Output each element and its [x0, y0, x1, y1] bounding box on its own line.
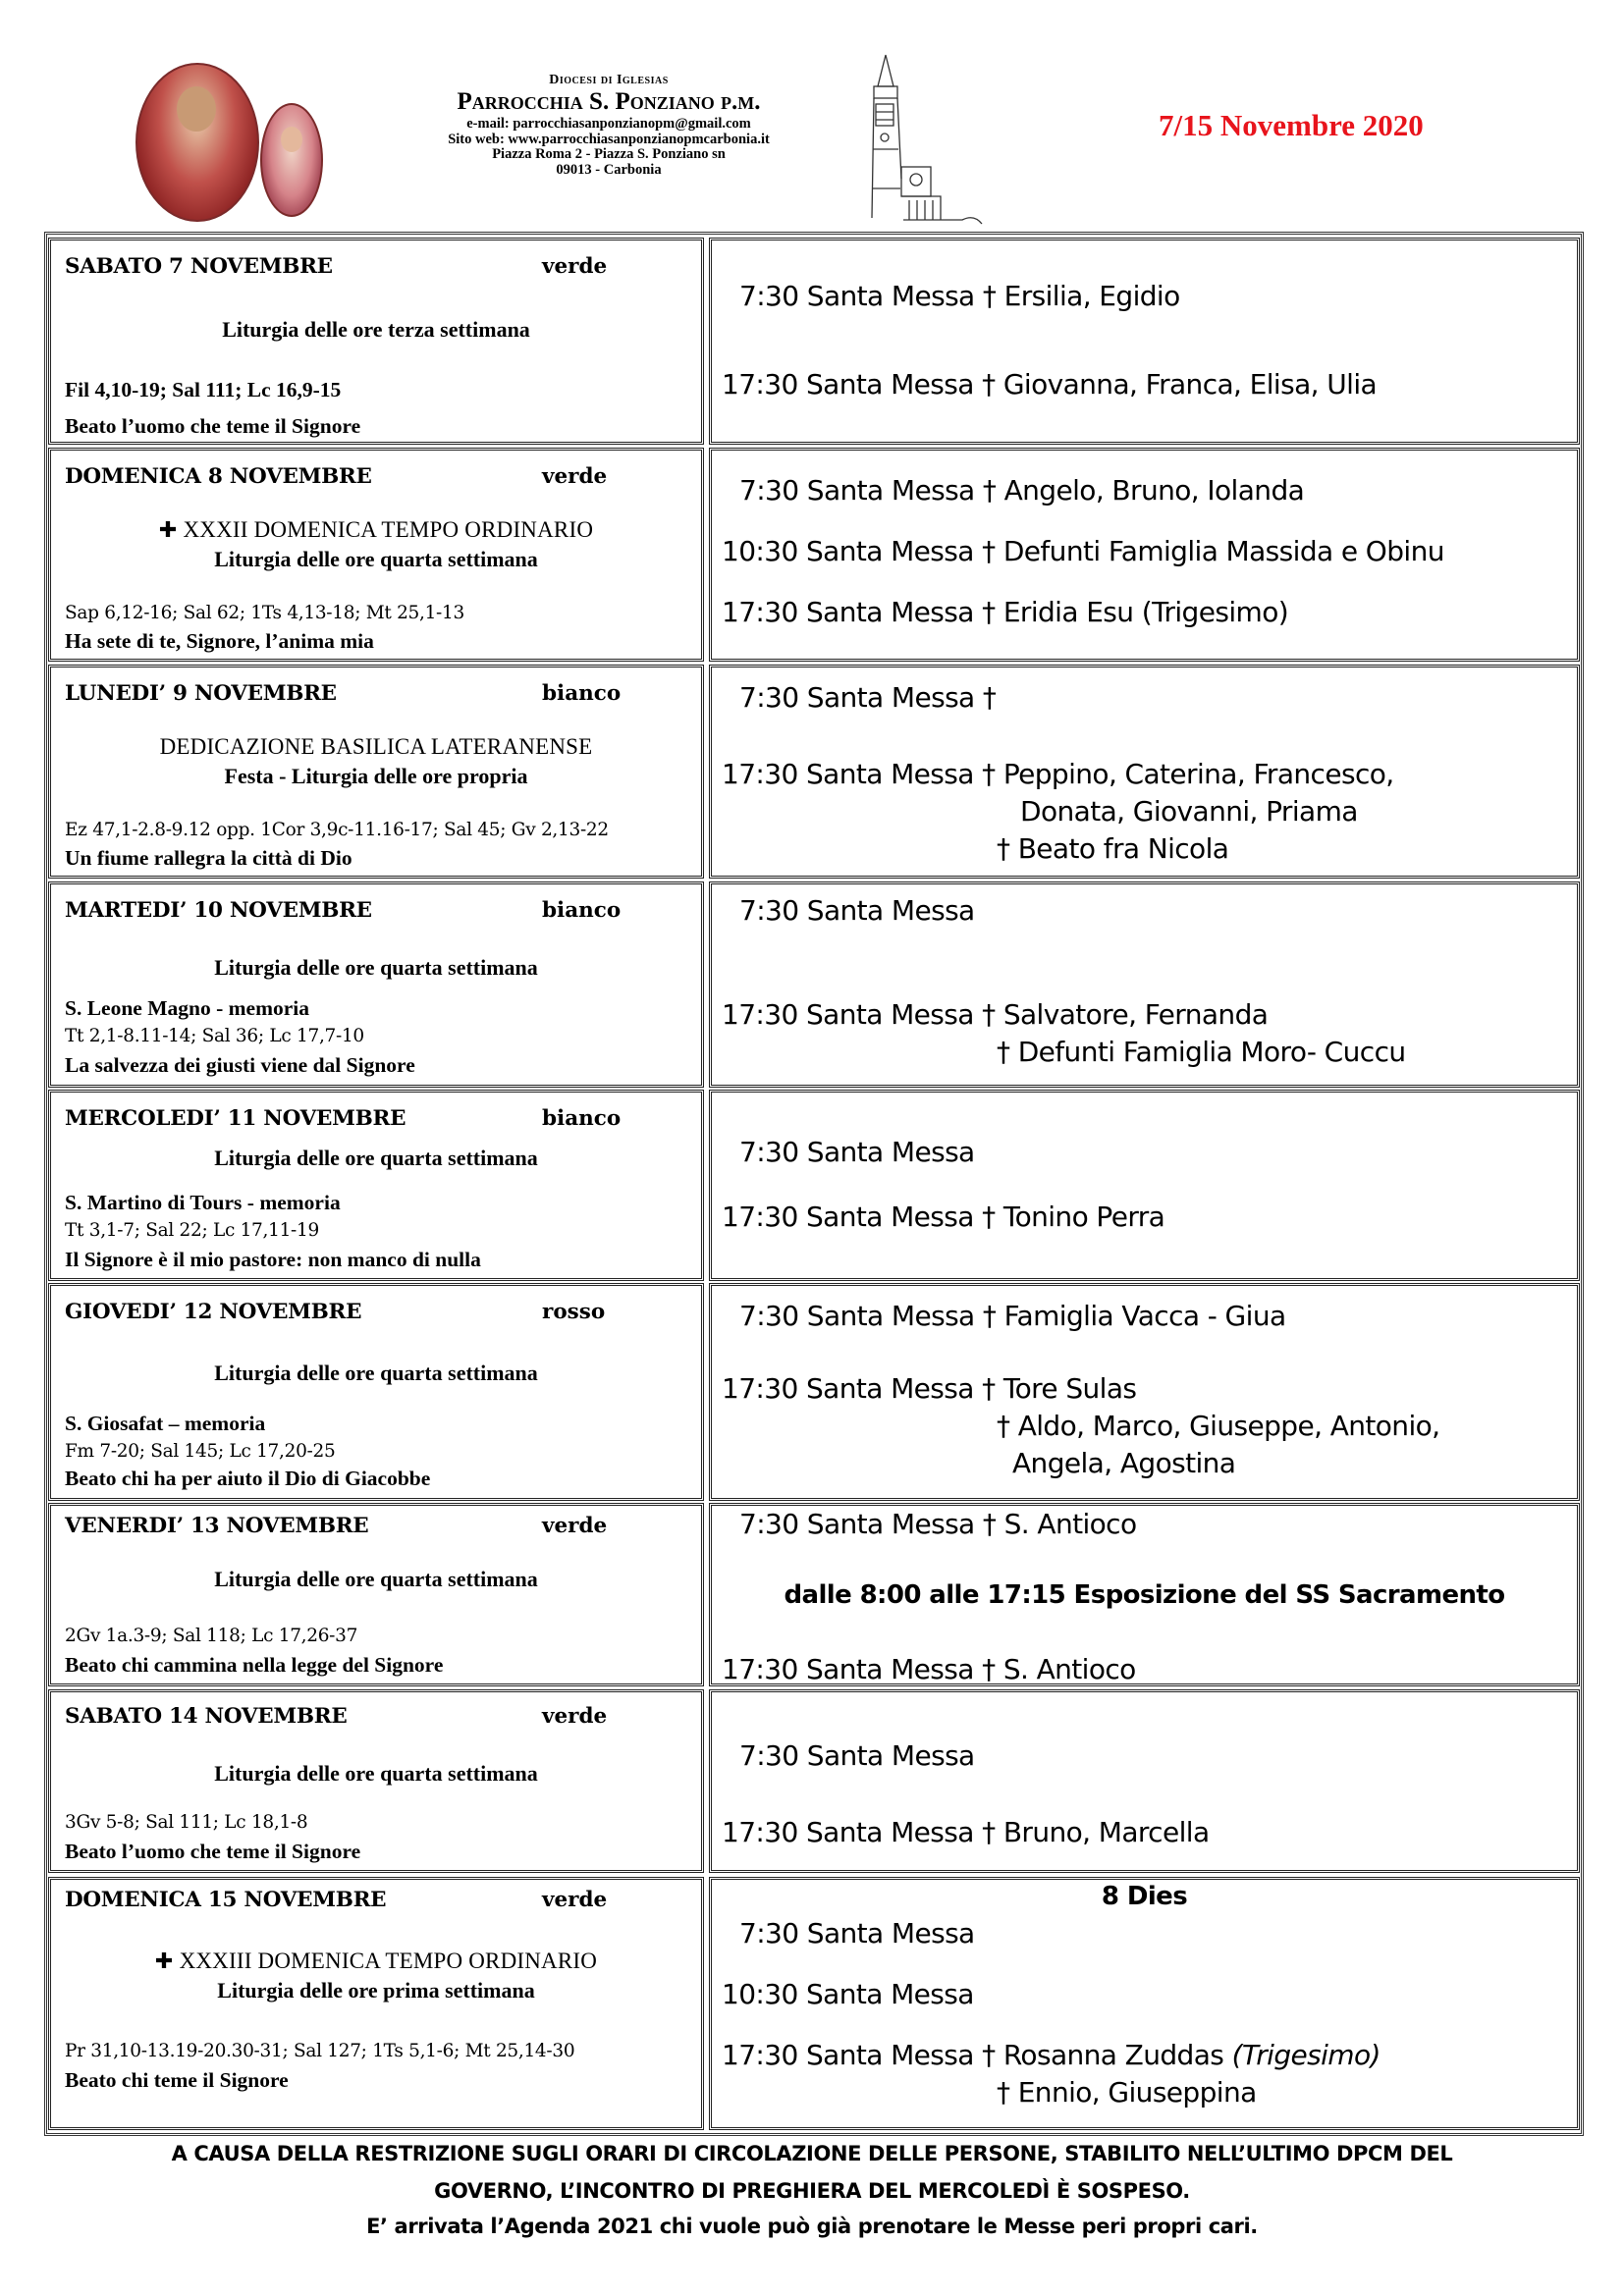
- page-header: [0, 0, 1624, 236]
- liturgy-hours: Liturgia delle ore terza settimana: [222, 317, 530, 342]
- readings: Ez 47,1-2.8-9.12 opp. 1Cor 3,9c-11.16-17; Sal 45; Gv 2,13-22: [65, 820, 609, 840]
- masses-cell: [709, 238, 1580, 445]
- day-heading: SABATO 14 NOVEMBRE: [65, 1704, 348, 1729]
- parish-email: e-mail: parrocchiasanponzianopm@gmail.com: [466, 116, 751, 133]
- liturgical-color: verde: [542, 1514, 608, 1538]
- mass-entry-continued: Angela, Agostina: [1012, 1447, 1236, 1479]
- masses-cell: [709, 1283, 1580, 1501]
- mass-entry: 17:30 Santa Messa † Giovanna, Franca, Elisa, Ulia: [722, 368, 1378, 400]
- adoration-notice: dalle 8:00 alle 17:15 Esposizione del SS Sacramento: [784, 1580, 1505, 1610]
- mass-entry: 7:30 Santa Messa: [739, 1917, 975, 1949]
- liturgy-hours: Liturgia delle ore prima settimana: [217, 1978, 535, 2002]
- mass-entry: 17:30 Santa Messa † Peppino, Caterina, Francesco,: [722, 758, 1394, 790]
- notice-line-1: A CAUSA DELLA RESTRIZIONE SUGLI ORARI DI CIRCOLAZIONE DELLE PERSONE, STABILITO NELL’ULTIMO DPCM DEL: [171, 2142, 1453, 2165]
- mass-entry-continued: † Aldo, Marco, Giuseppe, Antonio,: [997, 1410, 1440, 1442]
- liturgy-cell: [48, 1503, 704, 1686]
- liturgical-title: ✚ XXXII DOMENICA TEMPO ORDINARIO: [158, 517, 594, 543]
- mass-entry: 7:30 Santa Messa: [739, 1136, 975, 1168]
- mass-entry-continued: † Beato fra Nicola: [997, 832, 1229, 865]
- liturgy-hours: Liturgia delle ore quarta settimana: [214, 955, 538, 980]
- mass-entry: 10:30 Santa Messa † Defunti Famiglia Massida e Obinu: [722, 535, 1444, 567]
- readings: Pr 31,10-13.19-20.30-31; Sal 127; 1Ts 5,1-6; Mt 25,14-30: [65, 2041, 575, 2061]
- psalm-response: Beato chi teme il Signore: [65, 2068, 289, 2092]
- psalm-response: La salvezza dei giusti viene dal Signore: [65, 1053, 415, 1077]
- day-row: [48, 1877, 1580, 2130]
- parish-name: Parrocchia S. Ponziano p.m.: [457, 88, 761, 116]
- masses-cell: [709, 1090, 1580, 1281]
- day-heading: SABATO 7 NOVEMBRE: [65, 254, 333, 279]
- psalm-response: Beato l’uomo che teme il Signore: [65, 414, 361, 438]
- liturgical-color: bianco: [542, 898, 622, 923]
- readings: Sap 6,12-16; Sal 62; 1Ts 4,13-18; Mt 25,1-13: [65, 603, 464, 623]
- readings: Tt 3,1-7; Sal 22; Lc 17,11-19: [65, 1220, 319, 1241]
- mass-entry-continued: † Ennio, Giuseppina: [997, 2076, 1257, 2109]
- psalm-response: Beato chi ha per aiuto il Dio di Giacobbe: [65, 1467, 431, 1490]
- liturgy-hours: Liturgia delle ore quarta settimana: [214, 547, 538, 571]
- liturgy-cell: [48, 448, 704, 662]
- liturgy-hours: Festa - Liturgia delle ore propria: [224, 764, 528, 788]
- mass-entry: 7:30 Santa Messa † Famiglia Vacca - Giua: [739, 1300, 1286, 1332]
- liturgy-cell: [48, 238, 704, 445]
- mass-entry: 7:30 Santa Messa † S. Antioco: [739, 1508, 1137, 1540]
- mass-entry-continued: † Defunti Famiglia Moro- Cuccu: [997, 1036, 1406, 1068]
- mass-entry: 10:30 Santa Messa: [722, 1978, 974, 2010]
- mass-entry: 7:30 Santa Messa † Angelo, Bruno, Iolanda: [739, 474, 1305, 507]
- readings: Tt 2,1-8.11-14; Sal 36; Lc 17,7-10: [65, 1026, 364, 1046]
- mass-entry: 17:30 Santa Messa † Tonino Perra: [722, 1201, 1165, 1233]
- psalm-response: Beato l’uomo che teme il Signore: [65, 1840, 361, 1863]
- masses-cell: [709, 881, 1580, 1088]
- liturgical-color: verde: [542, 1888, 608, 1912]
- eighth-day-label: 8 Dies: [1101, 1882, 1188, 1911]
- psalm-response: Ha sete di te, Signore, l’anima mia: [65, 629, 374, 653]
- day-row: [48, 448, 1580, 662]
- liturgical-color: bianco: [542, 681, 622, 706]
- madonna-medallion-icon: [260, 103, 323, 217]
- liturgy-hours: Liturgia delle ore quarta settimana: [214, 1567, 538, 1591]
- psalm-response: Un fiume rallegra la città di Dio: [65, 846, 352, 870]
- mass-entry: 17:30 Santa Messa † Salvatore, Fernanda: [722, 998, 1269, 1031]
- mass-entry: 7:30 Santa Messa: [739, 1739, 975, 1772]
- readings: Fil 4,10-19; Sal 111; Lc 16,9-15: [65, 378, 342, 401]
- day-row: [48, 665, 1580, 879]
- mass-entry: 17:30 Santa Messa † Tore Sulas: [722, 1372, 1137, 1405]
- date-range-title: 7/15 Novembre 2020: [1159, 108, 1424, 142]
- day-heading: MERCOLEDI’ 11 NOVEMBRE: [65, 1106, 406, 1131]
- mass-entry: 17:30 Santa Messa † S. Antioco: [722, 1653, 1136, 1685]
- liturgy-cell: [48, 1877, 704, 2130]
- mass-entry: 7:30 Santa Messa: [739, 894, 975, 927]
- liturgy-cell: [48, 665, 704, 879]
- masses-cell: [709, 1689, 1580, 1873]
- liturgical-color: verde: [542, 464, 608, 489]
- parish-address: Piazza Roma 2 - Piazza S. Ponziano sn: [492, 146, 726, 163]
- day-heading: MARTEDI’ 10 NOVEMBRE: [65, 898, 372, 923]
- day-row: [48, 1283, 1580, 1501]
- psalm-response: Il Signore è il mio pastore: non manco di nulla: [65, 1248, 481, 1271]
- memorial: S. Martino di Tours - memoria: [65, 1191, 341, 1214]
- day-row: [48, 1090, 1580, 1281]
- masses-cell: [709, 448, 1580, 662]
- parish-city: 09013 - Carbonia: [556, 162, 662, 179]
- liturgical-color: verde: [542, 1704, 608, 1729]
- bell-tower-icon: [864, 51, 1031, 228]
- day-heading: VENERDI’ 13 NOVEMBRE: [65, 1514, 369, 1538]
- day-row: [48, 881, 1580, 1088]
- day-heading: GIOVEDI’ 12 NOVEMBRE: [65, 1300, 362, 1324]
- masses-cell: [709, 665, 1580, 879]
- parish-info: [388, 73, 830, 179]
- readings: 3Gv 5-8; Sal 111; Lc 18,1-8: [65, 1812, 308, 1833]
- agenda-notice: E’ arrivata l’Agenda 2021 chi vuole può già prenotare le Messe peri propri cari.: [366, 2215, 1258, 2238]
- cross-icon: ✚: [158, 518, 178, 543]
- mass-entry: 7:30 Santa Messa †: [739, 681, 997, 714]
- liturgy-cell: [48, 1090, 704, 1281]
- liturgy-cell: [48, 881, 704, 1088]
- parish-website: Sito web: www.parrocchiasanponzianopmcarbonia.it: [448, 131, 770, 147]
- liturgical-color: bianco: [542, 1106, 622, 1131]
- liturgical-color: rosso: [542, 1300, 606, 1324]
- mass-entry: 17:30 Santa Messa † Rosanna Zuddas (Trigesimo): [722, 2039, 1380, 2071]
- diocese-name: Diocesi di Iglesias: [549, 73, 669, 87]
- mass-entry: 17:30 Santa Messa † Eridia Esu (Trigesimo): [722, 596, 1289, 628]
- readings: 2Gv 1a.3-9; Sal 118; Lc 17,26-37: [65, 1626, 358, 1646]
- liturgy-hours: Liturgia delle ore quarta settimana: [214, 1361, 538, 1385]
- mass-entry: 17:30 Santa Messa † Bruno, Marcella: [722, 1816, 1210, 1848]
- liturgy-cell: [48, 1689, 704, 1873]
- masses-cell: [709, 1503, 1580, 1686]
- liturgy-hours: Liturgia delle ore quarta settimana: [214, 1146, 538, 1170]
- day-row: [48, 238, 1580, 445]
- liturgical-title: DEDICAZIONE BASILICA LATERANENSE: [159, 734, 593, 759]
- liturgy-cell: [48, 1283, 704, 1501]
- memorial: S. Leone Magno - memoria: [65, 996, 310, 1020]
- memorial: S. Giosafat – memoria: [65, 1412, 266, 1435]
- saint-ponziano-medallion-icon: [135, 63, 259, 222]
- cross-icon: ✚: [154, 1949, 174, 1974]
- day-row: [48, 1689, 1580, 1873]
- liturgical-title: ✚ XXXIII DOMENICA TEMPO ORDINARIO: [154, 1949, 598, 1974]
- psalm-response: Beato chi cammina nella legge del Signore: [65, 1653, 444, 1677]
- readings: Fm 7-20; Sal 145; Lc 17,20-25: [65, 1441, 336, 1462]
- masses-cell: [709, 1877, 1580, 2130]
- day-heading: LUNEDI’ 9 NOVEMBRE: [65, 681, 337, 706]
- day-row: [48, 1503, 1580, 1686]
- day-heading: DOMENICA 15 NOVEMBRE: [65, 1888, 387, 1912]
- liturgical-color: verde: [542, 254, 608, 279]
- notice-line-2: GOVERNO, L’INCONTRO DI PREGHIERA DEL MERCOLEDÌ È SOSPESO.: [434, 2179, 1190, 2203]
- liturgy-hours: Liturgia delle ore quarta settimana: [214, 1761, 538, 1786]
- day-heading: DOMENICA 8 NOVEMBRE: [65, 464, 372, 489]
- mass-entry: 7:30 Santa Messa † Ersilia, Egidio: [739, 280, 1180, 312]
- mass-entry-continued: Donata, Giovanni, Priama: [1020, 795, 1358, 828]
